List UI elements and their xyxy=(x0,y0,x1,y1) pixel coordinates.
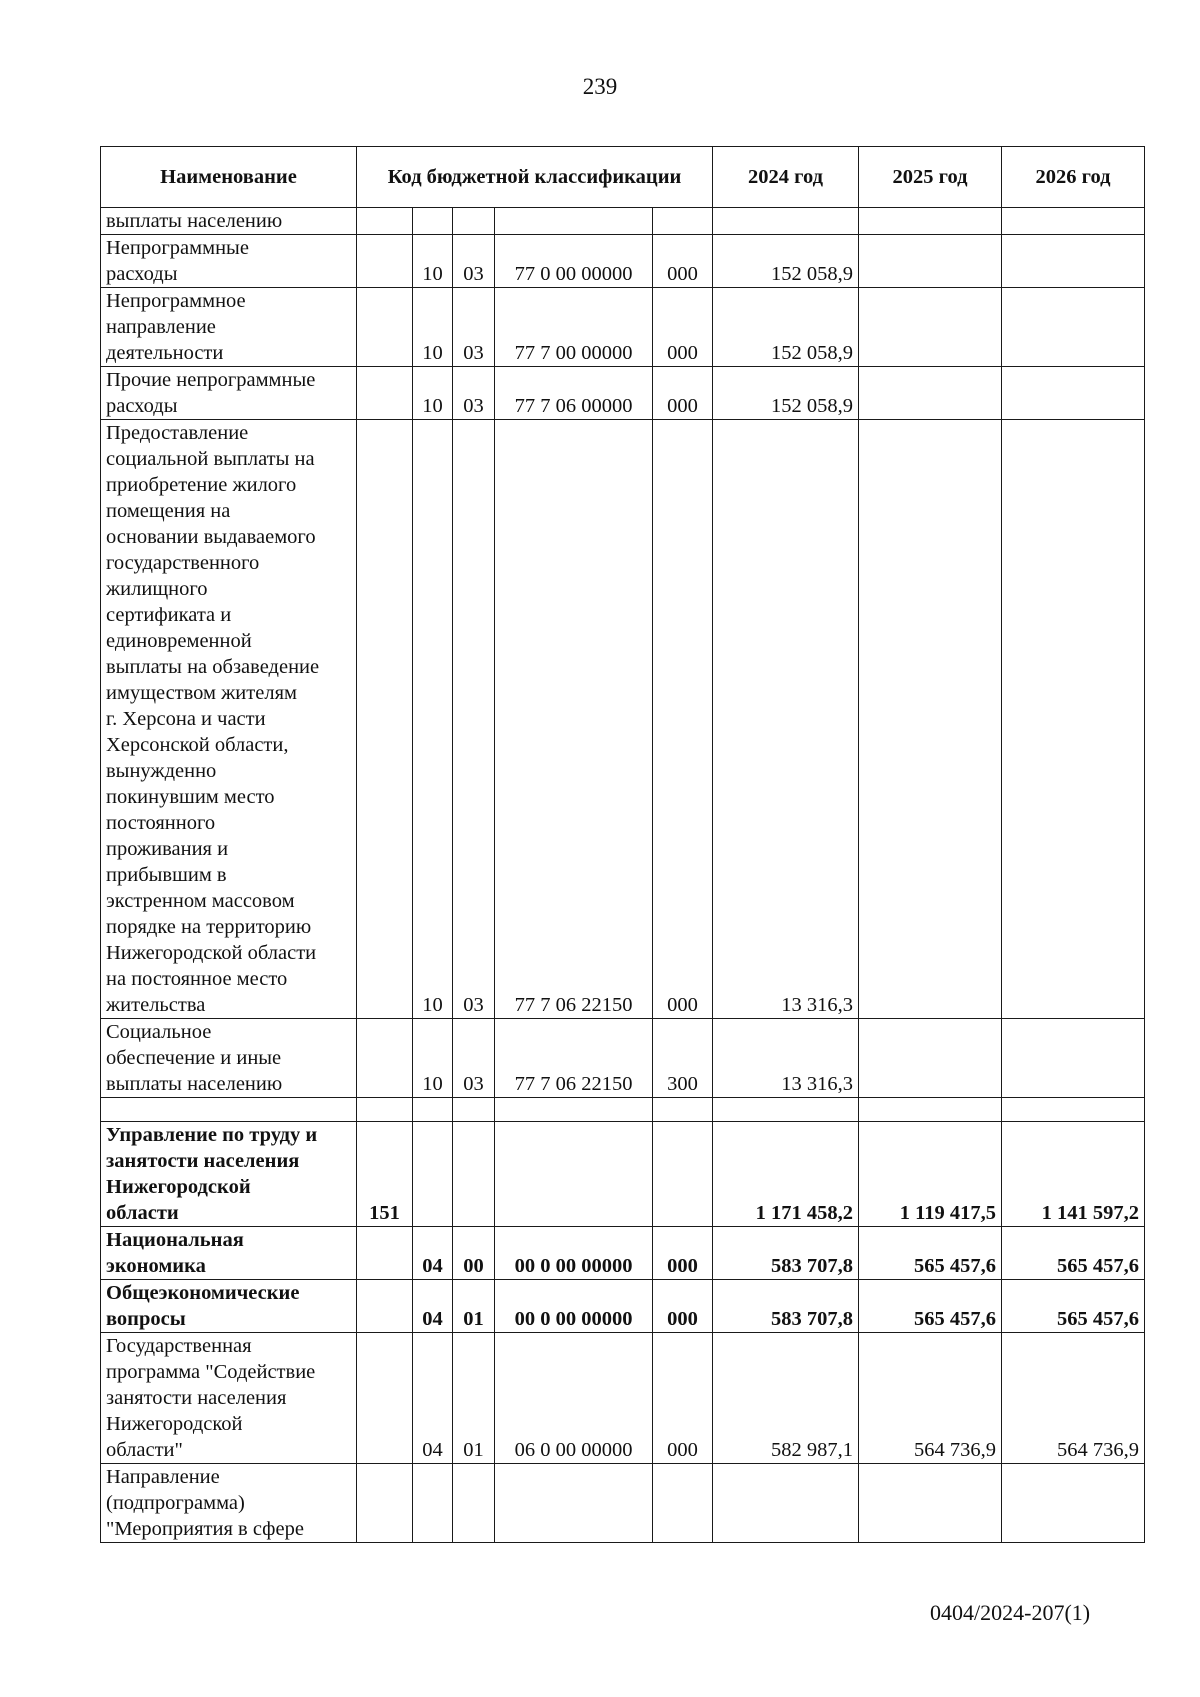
table-cell-subsection xyxy=(453,208,495,235)
table-cell-grbs xyxy=(357,208,413,235)
table-cell-name: Прочие непрограммные расходы xyxy=(101,367,357,420)
table-cell-2025: 565 457,6 xyxy=(859,1280,1002,1333)
table-cell-2025: 1 119 417,5 xyxy=(859,1122,1002,1227)
table-cell-target-article: 77 7 06 22150 xyxy=(495,420,653,1019)
table-cell-subsection: 03 xyxy=(453,367,495,420)
table-cell-2025: 565 457,6 xyxy=(859,1227,1002,1280)
table-cell-expense-type: 000 xyxy=(653,420,713,1019)
table-cell-expense-type: 000 xyxy=(653,1280,713,1333)
table-cell-grbs xyxy=(357,367,413,420)
table-row xyxy=(101,420,1145,1019)
table-cell-grbs xyxy=(357,1464,413,1543)
header-2026: 2026 год xyxy=(1002,147,1145,208)
table-cell-2024 xyxy=(713,1464,859,1543)
table-cell-expense-type: 000 xyxy=(653,235,713,288)
table-cell-subsection xyxy=(453,1098,495,1122)
table-cell-subsection: 01 xyxy=(453,1280,495,1333)
table-cell-name: Управление по труду и занятости населения Нижегородской области xyxy=(101,1122,357,1227)
table-cell-target-article: 00 0 00 00000 xyxy=(495,1227,653,1280)
table-row xyxy=(101,1280,1145,1333)
table-cell-2025 xyxy=(859,367,1002,420)
table-cell-grbs xyxy=(357,1227,413,1280)
table-cell-section xyxy=(413,1098,453,1122)
table-cell-section: 10 xyxy=(413,420,453,1019)
table-cell-2024: 13 316,3 xyxy=(713,420,859,1019)
table-header-row xyxy=(101,147,1145,208)
table-cell-subsection: 03 xyxy=(453,288,495,367)
table-cell-expense-type: 000 xyxy=(653,367,713,420)
table-cell-2026 xyxy=(1002,420,1145,1019)
table-cell-2025 xyxy=(859,208,1002,235)
table-cell-subsection: 03 xyxy=(453,235,495,288)
table-cell-2025 xyxy=(859,288,1002,367)
table-cell-2026 xyxy=(1002,1019,1145,1098)
table-cell-target-article: 77 0 00 00000 xyxy=(495,235,653,288)
table-cell-2026: 565 457,6 xyxy=(1002,1280,1145,1333)
table-cell-2024 xyxy=(713,208,859,235)
table-row xyxy=(101,288,1145,367)
table-cell-section xyxy=(413,208,453,235)
header-name: Наименование xyxy=(101,147,357,208)
table-cell-name: Национальная экономика xyxy=(101,1227,357,1280)
table-row xyxy=(101,1019,1145,1098)
table-cell-2026: 564 736,9 xyxy=(1002,1333,1145,1464)
table-cell-section xyxy=(413,1464,453,1543)
table-cell-subsection: 03 xyxy=(453,1019,495,1098)
table-cell-target-article: 77 7 06 22150 xyxy=(495,1019,653,1098)
table-cell-2026 xyxy=(1002,1098,1145,1122)
table-cell-2026: 1 141 597,2 xyxy=(1002,1122,1145,1227)
table-cell-2026: 565 457,6 xyxy=(1002,1227,1145,1280)
table-cell-target-article xyxy=(495,1464,653,1543)
table-cell-subsection xyxy=(453,1464,495,1543)
table-cell-2024: 152 058,9 xyxy=(713,235,859,288)
table-row xyxy=(101,1464,1145,1543)
table-cell-name: Направление (подпрограмма) "Мероприятия в сфере xyxy=(101,1464,357,1543)
table-row xyxy=(101,1122,1145,1227)
table-cell-expense-type xyxy=(653,1464,713,1543)
table-cell-2026 xyxy=(1002,235,1145,288)
document-number: 0404/2024-207(1) xyxy=(930,1600,1091,1625)
table-cell-subsection: 00 xyxy=(453,1227,495,1280)
table-cell-target-article xyxy=(495,1098,653,1122)
table-cell-grbs xyxy=(357,1280,413,1333)
table-cell-name: Предоставление социальной выплаты на приобретение жилого помещения на основании выдаваемого государственного жилищного сертификата и единовременной выплаты на обзаведение имуществом жителям г. Херсона и части Херсонской области, вынужденно покинувшим место постоянного проживания и прибывшим в экстренном массовом порядке на территорию Нижегородской области на постоянное место жительства xyxy=(101,420,357,1019)
table-cell-target-article xyxy=(495,1122,653,1227)
table-cell-expense-type xyxy=(653,1122,713,1227)
table-cell-name: Общеэкономические вопросы xyxy=(101,1280,357,1333)
table-cell-section: 10 xyxy=(413,288,453,367)
table-cell-name: выплаты населению xyxy=(101,208,357,235)
header-2025: 2025 год xyxy=(859,147,1002,208)
table-cell-grbs xyxy=(357,288,413,367)
header-2024: 2024 год xyxy=(713,147,859,208)
table-cell-2024: 152 058,9 xyxy=(713,288,859,367)
table-cell-2026 xyxy=(1002,288,1145,367)
table-cell-target-article xyxy=(495,208,653,235)
table-row xyxy=(101,235,1145,288)
table-cell-2025: 564 736,9 xyxy=(859,1333,1002,1464)
table-cell-2024: 13 316,3 xyxy=(713,1019,859,1098)
table-row xyxy=(101,1098,1145,1122)
table-cell-2024: 152 058,9 xyxy=(713,367,859,420)
table-cell-2024: 582 987,1 xyxy=(713,1333,859,1464)
table-row xyxy=(101,1227,1145,1280)
table-cell-2024 xyxy=(713,1098,859,1122)
table-row xyxy=(101,367,1145,420)
table-cell-2025 xyxy=(859,1098,1002,1122)
table-cell-section: 10 xyxy=(413,235,453,288)
table-cell-name: Социальное обеспечение и иные выплаты населению xyxy=(101,1019,357,1098)
budget-table xyxy=(100,146,1145,1543)
table-cell-name xyxy=(101,1098,357,1122)
table-cell-2025 xyxy=(859,420,1002,1019)
table-cell-2024: 1 171 458,2 xyxy=(713,1122,859,1227)
table-cell-name: Государственная программа "Содействие занятости населения Нижегородской области" xyxy=(101,1333,357,1464)
table-cell-expense-type xyxy=(653,208,713,235)
table-cell-subsection: 01 xyxy=(453,1333,495,1464)
table-cell-subsection xyxy=(453,1122,495,1227)
table-cell-target-article: 77 7 00 00000 xyxy=(495,288,653,367)
table-cell-section: 10 xyxy=(413,1019,453,1098)
table-row xyxy=(101,208,1145,235)
table-cell-2026 xyxy=(1002,367,1145,420)
table-cell-section xyxy=(413,1122,453,1227)
table-cell-2025 xyxy=(859,235,1002,288)
table-cell-section: 04 xyxy=(413,1227,453,1280)
table-cell-2026 xyxy=(1002,1464,1145,1543)
table-cell-2025 xyxy=(859,1019,1002,1098)
table-cell-grbs xyxy=(357,1333,413,1464)
table-cell-2024: 583 707,8 xyxy=(713,1280,859,1333)
table-cell-grbs xyxy=(357,420,413,1019)
table-cell-grbs xyxy=(357,235,413,288)
table-cell-expense-type: 000 xyxy=(653,1227,713,1280)
table-cell-section: 10 xyxy=(413,367,453,420)
page-number: 239 xyxy=(582,74,618,99)
table-cell-grbs xyxy=(357,1098,413,1122)
table-cell-name: Непрограммное направление деятельности xyxy=(101,288,357,367)
table-cell-2024: 583 707,8 xyxy=(713,1227,859,1280)
table-cell-subsection: 03 xyxy=(453,420,495,1019)
table-cell-target-article: 77 7 06 00000 xyxy=(495,367,653,420)
table-row xyxy=(101,1333,1145,1464)
table-cell-expense-type xyxy=(653,1098,713,1122)
header-code: Код бюджетной классификации xyxy=(357,147,713,208)
table-cell-expense-type: 000 xyxy=(653,1333,713,1464)
table-cell-expense-type: 000 xyxy=(653,288,713,367)
table-cell-section: 04 xyxy=(413,1333,453,1464)
table-cell-2025 xyxy=(859,1464,1002,1543)
table-cell-grbs: 151 xyxy=(357,1122,413,1227)
table-cell-target-article: 00 0 00 00000 xyxy=(495,1280,653,1333)
table-cell-grbs xyxy=(357,1019,413,1098)
table-cell-2026 xyxy=(1002,208,1145,235)
table-cell-expense-type: 300 xyxy=(653,1019,713,1098)
table-cell-name: Непрограммные расходы xyxy=(101,235,357,288)
table-cell-target-article: 06 0 00 00000 xyxy=(495,1333,653,1464)
table-cell-section: 04 xyxy=(413,1280,453,1333)
